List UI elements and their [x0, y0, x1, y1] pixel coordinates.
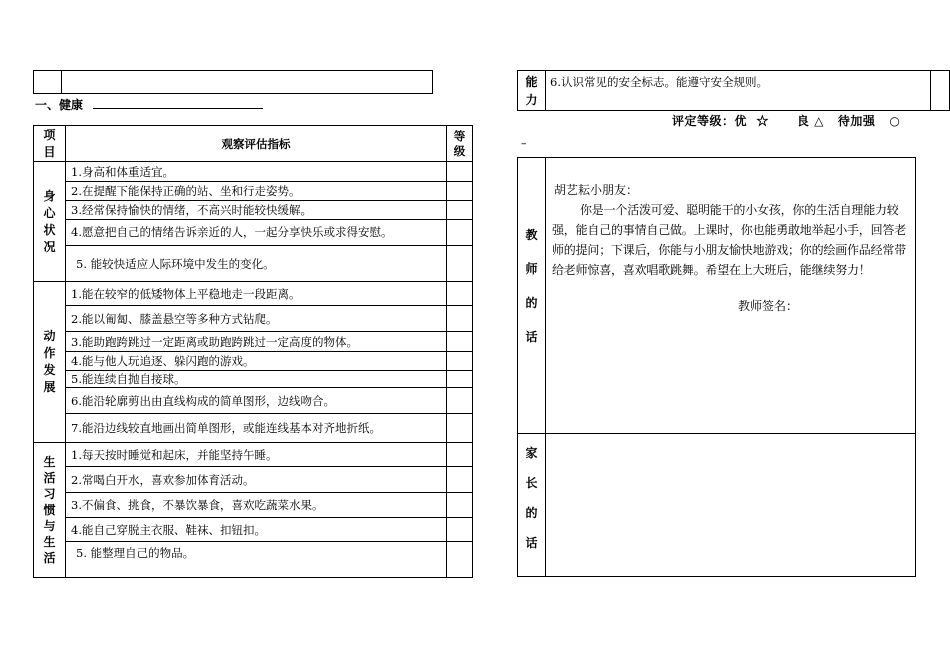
indicator-row: 6.能沿轮廓剪出由直线构成的简单图形，边线吻合。	[66, 388, 447, 414]
indicator-row: 3.经常保持愉快的情绪，不高兴时能较快缓解。	[66, 201, 447, 220]
grade-cell[interactable]	[447, 246, 473, 282]
teacher-category: 教 师 的 话	[518, 158, 546, 434]
indicator-row: 7.能沿边线较直地画出简单图形，或能连线基本对齐地折纸。	[66, 414, 447, 443]
ability-indicator: 6.认识常见的安全标志。能遵守安全规则。	[546, 71, 931, 111]
teacher-body: 你是一个活泼可爱、聪明能干的小女孩，你的生活自理能力较强，能自己的事情自己做。上课时，你也能勇敢地举起小手，回答老师的提问；下课后，你能与小朋友愉快地游戏；你的绘画作品经常带给老师惊喜，喜欢唱歌跳舞。希望在上大班后，能继续努力！	[552, 203, 907, 277]
grade-cell[interactable]	[447, 518, 473, 542]
indicator-row: 1.能在较窄的低矮物体上平稳地走一段距离。	[66, 282, 447, 306]
header-indicator: 观察评估指标	[66, 126, 447, 162]
grade-cell[interactable]	[447, 282, 473, 306]
category-motor-development: 动 作 发 展	[34, 282, 66, 443]
grade-cell[interactable]	[447, 162, 473, 182]
grade-cell[interactable]	[447, 388, 473, 414]
header-grade: 等 级	[447, 126, 473, 162]
grade-cell[interactable]	[447, 443, 473, 467]
rating-legend: 评定等级：优 ☆ 良 △ 待加强 ○	[672, 114, 901, 128]
indicator-row: 3.能助跑跨跳过一定距离或助跑跨跳过一定高度的物体。	[66, 332, 447, 352]
indicator-row: 4.能与他人玩追逐、躲闪跑的游戏。	[66, 352, 447, 371]
grade-cell[interactable]	[447, 332, 473, 352]
indicator-row: 5. 能较快适应人际环境中发生的变化。	[66, 246, 447, 282]
grade-cell[interactable]	[447, 352, 473, 371]
section-underline	[93, 108, 263, 109]
grade-cell[interactable]	[447, 493, 473, 518]
teacher-greeting: 胡艺耘小朋友：	[554, 183, 639, 197]
indicator-row: 1.每天按时睡觉和起床，并能坚持午睡。	[66, 443, 447, 467]
teacher-signature: 教师签名：	[738, 299, 799, 313]
grade-cell[interactable]	[447, 220, 473, 246]
indicator-row: 1.身高和体重适宜。	[66, 162, 447, 182]
parent-category: 家 长 的 话	[518, 434, 546, 577]
header-item: 项 目	[34, 126, 66, 162]
comments-table	[517, 157, 916, 577]
grade-cell[interactable]	[447, 414, 473, 443]
grade-cell[interactable]	[447, 306, 473, 332]
grade-cell[interactable]	[447, 467, 473, 493]
indicator-row: 4.愿意把自己的情绪告诉亲近的人，一起分享快乐或求得安慰。	[66, 220, 447, 246]
indicator-row: 4.能自己穿脱主衣服、鞋袜、扣钮扣。	[66, 518, 447, 542]
grade-cell[interactable]	[447, 201, 473, 220]
health-assessment-table	[33, 125, 473, 578]
indicator-row: 2.能以匍匐、膝盖悬空等多种方式钻爬。	[66, 306, 447, 332]
ability-table	[517, 70, 950, 111]
indicator-row: 5. 能整理自己的物品。	[66, 542, 447, 578]
indicator-row: 5.能连续自抛自接球。	[66, 371, 447, 388]
section-title: 一、健康	[35, 98, 84, 112]
ability-grade-cell[interactable]	[931, 71, 950, 111]
parent-comment-area[interactable]	[546, 434, 916, 577]
indicator-row: 3.不偏食、挑食，不暴饮暴食，喜欢吃蔬菜水果。	[66, 493, 447, 518]
dash-mark: –	[521, 137, 527, 150]
grade-cell[interactable]	[447, 371, 473, 388]
indicator-row: 2.常喝白开水，喜欢参加体育活动。	[66, 467, 447, 493]
category-physical-mental: 身 心 状 况	[34, 162, 66, 282]
teacher-comment	[546, 158, 916, 434]
indicator-row: 2.在提醒下能保持正确的站、坐和行走姿势。	[66, 182, 447, 201]
grade-cell[interactable]	[447, 182, 473, 201]
grade-cell[interactable]	[447, 542, 473, 578]
top-empty-box	[33, 70, 433, 94]
top-box-cell-right	[62, 71, 433, 94]
ability-category: 能 力	[518, 71, 546, 111]
category-habits-life: 生 活 习 惯 与 生 活	[34, 443, 66, 578]
top-box-cell-left	[34, 71, 62, 94]
